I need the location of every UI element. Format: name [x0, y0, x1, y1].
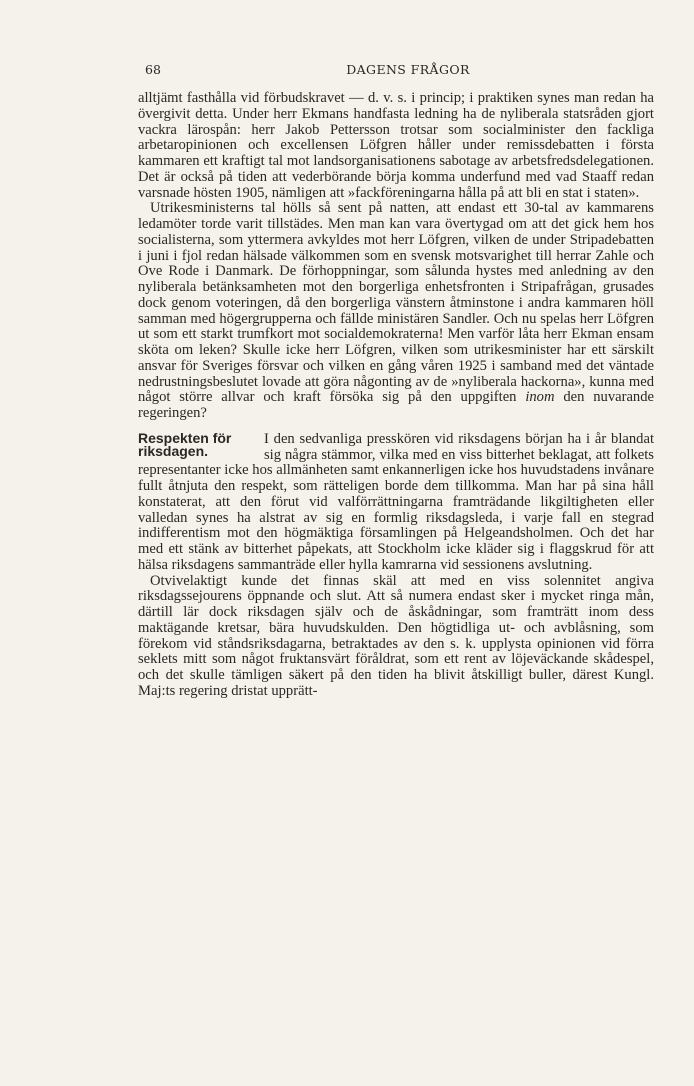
side-heading-line-2: riksdagen.: [138, 442, 209, 459]
paragraph-2-text: Utrikesministerns tal hölls så sent på natten, att endast ett 30-tal av kammarens ledamöter torde varit tillstädes. Men man kan vara övertygad om att det gick hem hos socialisterna, som yttermera avkyldes mot herr Löfgren, vilken de under Stripadebatten i juni i fjol redan hälsade välkommen som en svensk motsvarighet till herrar Zahle och Ove Rode i Danmark. De förhoppningar, som sålunda hystes med anledning av den nyliberala betänksamheten mot den borgerliga enhetsfronten i Stripafrågan, grusades dock genom voteringen, då den borgerliga vänstern åtminstone i andra kammaren höll samman med högergrupperna och fällde ministären Sandler. Och nu spelas herr Löfgren ut som ett starkt trumfkort mot socialdemokraterna! Men varför låta herr Ekman ensam sköta om leken? Skulle icke herr Löfgren, vilken som utrikesminister har ett särskilt ansvar för Sveriges försvar och vilken en gång våren 1925 i samband med det väntade nedrustningsbeslutet lovade att göra någonting av de »nyliberala hackorna», kunna med något större allvar och kraft försöka sig på den uppgiften: [138, 200, 654, 406]
running-head: DAGENS FRÅGOR: [346, 62, 470, 77]
paragraph-1: alltjämt fasthålla vid förbudskravet — d. v. s. i princip; i praktiken synes man redan ha övergivit detta. Under herr Ekmans handfasta ledning ha de nyliberala statsråden gjort vackra lärospån: herr Jakob Pettersson trotsar som socialminister den fackliga arbetaropinionen och excellensen Löfgren håller under remissdebatten i första kammaren ett kraftigt tal mot landsorganisationens sabotage av arbetsfredsdelegationen. Det är också på tiden att vederbörande börja komma underfund med vad Staaff redan varsnade hösten 1905, nämligen att »fackföreningarna hålla på att bli en stat i staten».: [138, 90, 654, 201]
paragraph-2-emphasis: inom: [525, 389, 555, 406]
body-text: [138, 91, 654, 700]
page-header: [138, 62, 654, 80]
paragraph-2-end: den nuvarande regeringen?: [138, 389, 654, 421]
side-heading-line-1: Respekten för: [138, 429, 232, 446]
section-respekten: [138, 429, 654, 574]
page-number: 68: [145, 62, 161, 77]
paragraph-3: I den sedvanliga presskören vid riksdagens början ha i år blandat sig några stämmor, vilka med en viss bitterhet beklagat, att folkets representanter icke hos allmänheten samt enkannerligen icke hos huvudstadens invånare fullt åtnjuta den respekt, som rätteligen borde dem tillkomma. Man har på sina håll konstaterat, att den förut vid valförrättningarna framträdande likgiltigheten eller valledan synes ha alstrat av sig en formlig riksdagsleda, i varje fall en stegrad indifferentism mot den högmäktiga församlingen på Helgeandsholmen. Och det har med ett stänk av bitterhet påpekats, att Stockholm icke kläder sig i flaggskrud för att hälsa riksdagens sammanträde eller hylla kamrarna vid sessionens avslutning.: [138, 430, 654, 573]
paragraph-2: [138, 201, 654, 422]
side-heading: [138, 429, 258, 459]
paragraph-4: Otvivelaktigt kunde det finnas skäl att med en viss solennitet angiva riksdagssejourens öppnande och slut. Att så numera endast sker i mycket ringa mån, därtill lär dock riksdagen själv och de åskådningar, som framträtt inom dess maktägande kretsar, bära huvudskulden. Den högtidliga ut- och avblåsning, som förekom vid ståndsriksdagarna, betraktades av den s. k. upplysta opinionen vid förra seklets mitt som något fruktansvärt föråldrat, som ett rent av löjeväckande skådespel, och det skulle tämligen säkert på den tiden ha blivit åtskilligt buller, därest Kungl. Maj:ts regering dristat upprätt-: [138, 572, 654, 699]
